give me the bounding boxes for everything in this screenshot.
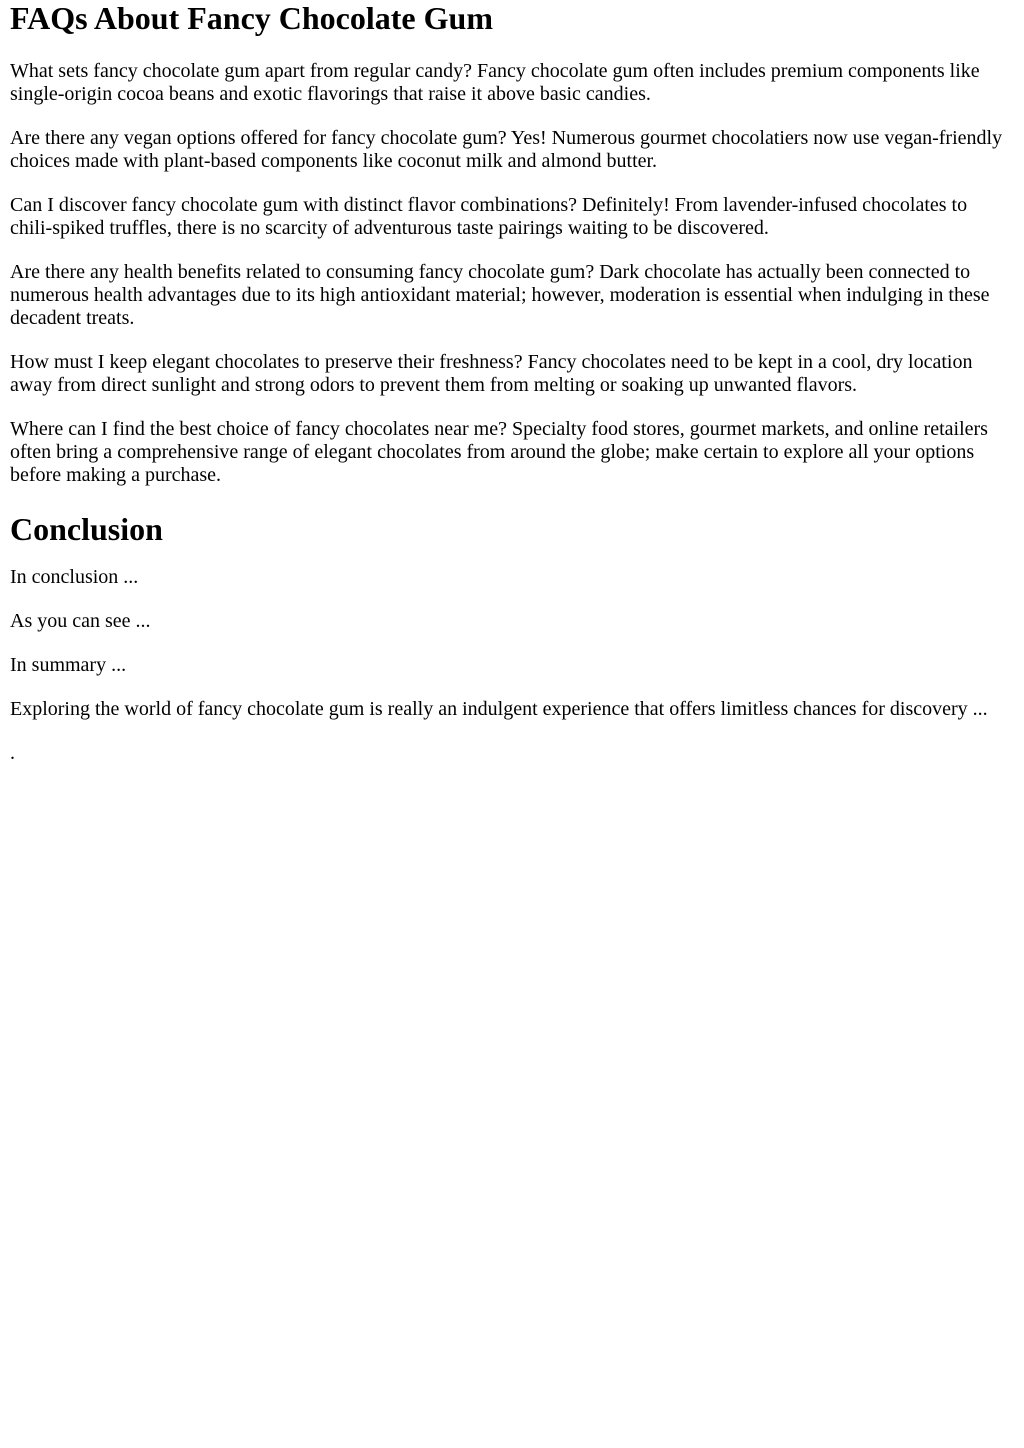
conclusion-paragraph: Exploring the world of fancy chocolate gum is really an indulgent experience that offers limitless chances for discovery ... [10, 698, 988, 720]
faq-item: What sets fancy chocolate gum apart from regular candy? Fancy chocolate gum often includes premium components like single-origin cocoa beans and exotic flavorings that raise it above basic candies. [10, 60, 980, 105]
faq-heading: FAQs About Fancy Chocolate Gum [10, 0, 493, 36]
faq-item: Are there any vegan options offered for fancy chocolate gum? Yes! Numerous gourmet chocolatiers now use vegan-friendly choices made with plant-based components like coconut milk and almond butter. [10, 127, 1003, 172]
faq-item: How must I keep elegant chocolates to preserve their freshness? Fancy chocolates need to be kept in a cool, dry location away from direct sunlight and strong odors to prevent them from melting or soaking up unwanted flavors. [10, 351, 973, 396]
conclusion-paragraph: As you can see ... [10, 610, 151, 632]
faq-item: Where can I find the best choice of fancy chocolates near me? Specialty food stores, gourmet markets, and online retailers often bring a comprehensive range of elegant chocolates from around the globe; make certain to explore all your options before making a purchase. [10, 418, 988, 486]
conclusion-paragraph: In summary ... [10, 654, 127, 676]
faq-item: Are there any health benefits related to consuming fancy chocolate gum? Dark chocolate has actually been connected to numerous health advantages due to its high antioxidant material; however, moderation is essential when indulging in these decadent treats. [10, 261, 990, 329]
conclusion-heading: Conclusion [10, 511, 163, 547]
conclusion-paragraph: . [10, 742, 15, 764]
faq-item: Can I discover fancy chocolate gum with distinct flavor combinations? Definitely! From lavender-infused chocolates to chili-spiked truffles, there is no scarcity of adventurous taste pairings waiting to be discovered. [10, 194, 968, 239]
conclusion-paragraph: In conclusion ... [10, 566, 139, 588]
